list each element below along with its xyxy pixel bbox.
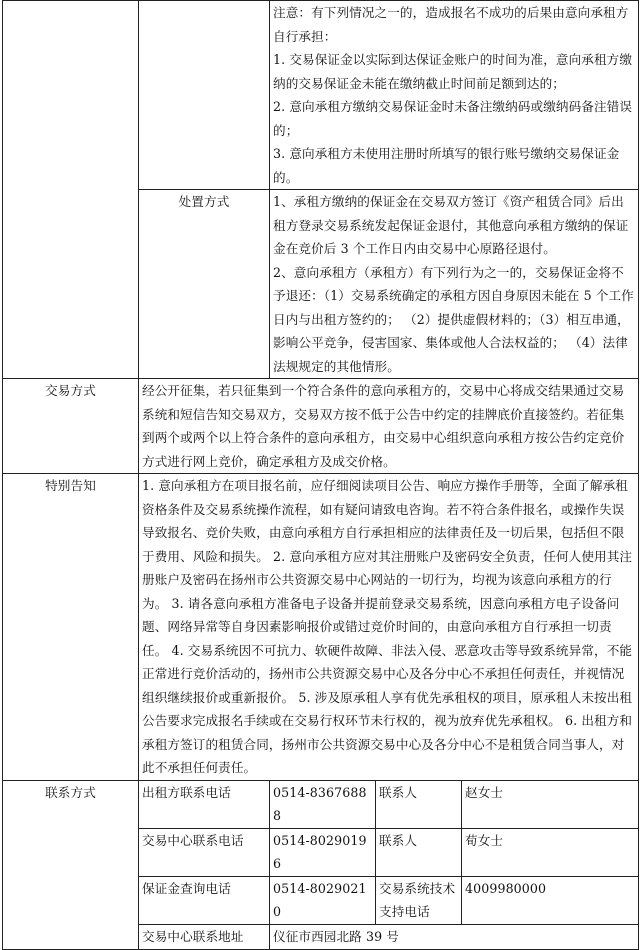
- notice-row: [3, 1, 639, 190]
- disposal-text-cell: [270, 190, 639, 379]
- notice-line: 2. 意向承租方缴纳交易保证金时未备注缴纳码或缴纳码备注错误的；: [273, 99, 633, 138]
- contact-label: 联系方式: [3, 780, 139, 949]
- contact-key: 交易系统技术支持电话: [376, 876, 462, 924]
- notice-line: 注意：有下列情况之一的，造成报名不成功的后果由意向承租方自行承担：: [273, 5, 629, 44]
- contact-key: 联系人: [376, 828, 462, 876]
- contact-person: 荀女士: [462, 828, 639, 876]
- notice-sub-label: [139, 1, 270, 190]
- address-value: 仪征市西园北路 39 号: [270, 924, 639, 949]
- special-notice-text: [139, 474, 639, 781]
- special-notice-paragraph: 1. 意向承租方在项目报名前，应仔细阅读项目公告、响应方操作手册等，全面了解承租资格条件及交易系统操作流程，如有疑问请致电咨询。若不符合条件报名，或操作失误导致报名、竞价失败，由意向承租方自行承担相应的法律责任及一切后果，包括但不限于费用、风险和损失。 2. 意向承租方应对其注册账户及密码安全负责，任何人使用其注册账户及密码在扬州市公共资源交易中心网站的一切行为，均视为该意向承租方的行为。 3. 请各意向承租方准备电子设备并提前登录交易系统，因意向承租方电子设备问题、网络异常等自身因素影响报价或错过竞价时间的，由意向承租方自行承担一切责任。 4. 交易系统因不可抗力、软硬件故障、非法入侵、恶意攻击等导致系统异常，不能正常进行竞价活动的，扬州市公共资源交易中心及各分中心不承担任何责任，并视情况组织继续报价或重新报价。 5. 涉及原承租人享有优先承租权的项目，原承租人未按出租公告要求完成报名手续或在交易行权环节未行权的，视为放弃优先承租权。 6. 出租方和承租方签订的租赁合同，扬州市公共资源交易中心及各分中心不是租赁合同当事人，对此不承担任何责任。: [142, 478, 633, 775]
- contact-phone: 0514-83676888: [270, 780, 376, 828]
- contact-key: 联系人: [376, 780, 462, 828]
- trade-method-text: [139, 379, 639, 474]
- announcement-table: [2, 0, 639, 950]
- contact-key: 保证金查询电话: [139, 876, 270, 924]
- notice-line: 1. 交易保证金以实际到达保证金账户的时间为准，意向承租方缴纳的交易保证金未能在缴纳截止时间前足额到达的；: [273, 52, 633, 91]
- contact-phone: 0514-80290196: [270, 828, 376, 876]
- contact-person: 赵女士: [462, 780, 639, 828]
- trade-method-row: [3, 379, 639, 474]
- disposal-label: 处置方式: [139, 190, 270, 379]
- special-notice-label: 特别告知: [3, 474, 139, 781]
- disposal-line: 2、意向承租方（承租方）有下列行为之一的，交易保证金将不予退还：（1）交易系统确定的承租方因自身原因未能在 5 个工作日内与出租方签约的； （2）提供虚假材料的；（3）相互串通，影响公平竞争，侵害国家、集体或他人合法权益的； （4）法律法规规定的其他情形。: [273, 264, 634, 374]
- contact-phone: 0514-80290210: [270, 876, 376, 924]
- address-key: 交易中心联系地址: [139, 924, 270, 949]
- notice-line: 3. 意向承租方未使用注册时所填写的银行账号缴纳交易保证金的。: [273, 146, 620, 185]
- notice-text-cell: [270, 1, 639, 190]
- trade-method-paragraph: 经公开征集，若只征集到一个符合条件的意向承租方的，交易中心将成交结果通过交易系统和短信告知交易双方，交易双方按不低于公告中约定的挂牌底价直接签约。若征集到两个或两个以上符合条件的意向承租方，由交易中心组织意向承租方按公告约定竞价方式进行网上竞价，确定承租方及成交价格。: [142, 383, 625, 469]
- contact-key: 交易中心联系电话: [139, 828, 270, 876]
- contact-key: 出租方联系电话: [139, 780, 270, 828]
- trade-method-label: 交易方式: [3, 379, 139, 474]
- special-notice-row: [3, 474, 639, 781]
- contact-row: [3, 780, 639, 828]
- support-phone: 4009980000: [462, 876, 639, 924]
- empty-label-cell: [3, 1, 139, 379]
- disposal-line: 1、承租方缴纳的保证金在交易双方签订《资产租赁合同》后出租方登录交易系统发起保证金退付，其他意向承租方缴纳的保证金在竞价后 3 个工作日内由交易中心原路径退付。: [273, 194, 629, 256]
